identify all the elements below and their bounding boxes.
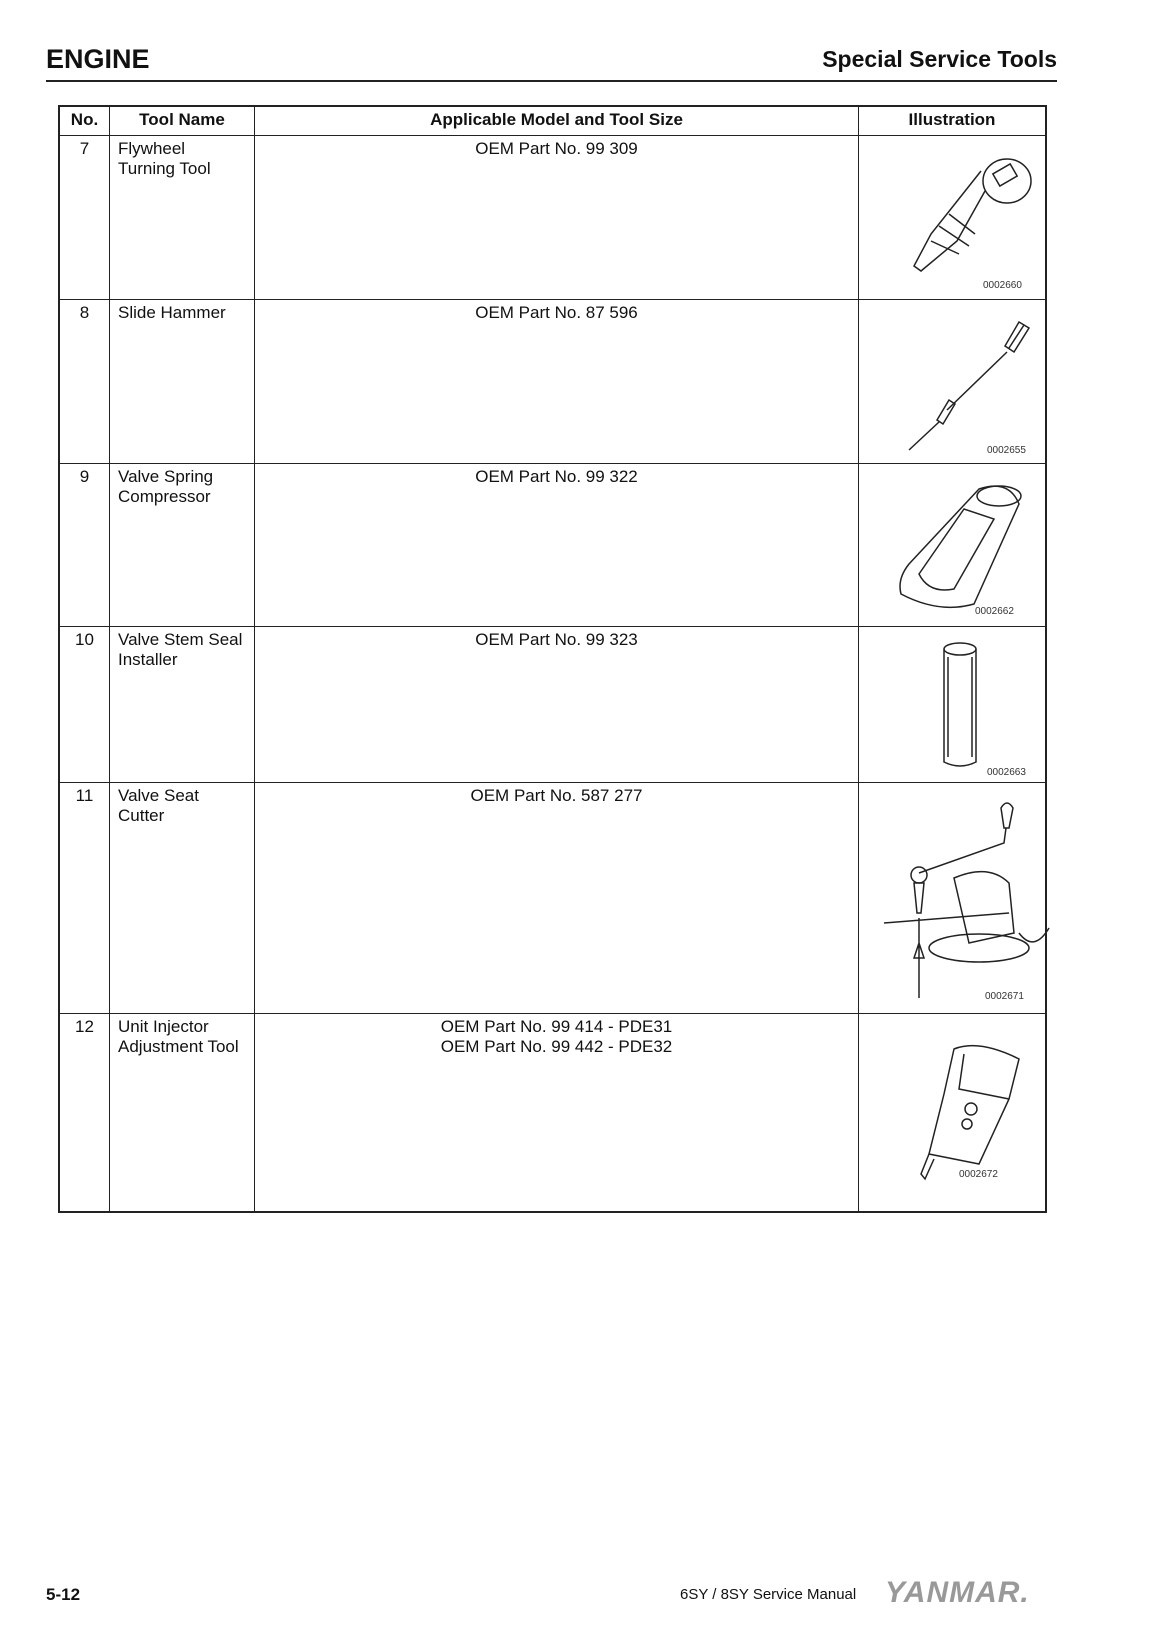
section-title: ENGINE: [46, 44, 150, 74]
col-model-size: Applicable Model and Tool Size: [255, 106, 859, 136]
part-no: OEM Part No. 587 277: [470, 786, 643, 805]
figure-code: 0002655: [987, 445, 1026, 456]
header-divider: [46, 80, 1057, 82]
illustration: [859, 783, 1047, 1014]
row-no: 11: [59, 783, 110, 1014]
tool-size: [255, 464, 859, 627]
part-no: OEM Part No. 99 309: [475, 139, 638, 158]
part-no: OEM Part No. 99 322: [475, 467, 638, 486]
table-row: [59, 300, 1046, 464]
part-no: OEM Part No. 99 323: [475, 630, 638, 649]
illustration: [859, 627, 1047, 783]
tool-size: [255, 1014, 859, 1212]
special-tools-table: [58, 105, 1047, 1213]
table-row: [59, 136, 1046, 300]
row-no: 12: [59, 1014, 110, 1212]
table-row: [59, 783, 1046, 1014]
part-no: OEM Part No. 99 414 - PDE31: [440, 1017, 673, 1036]
col-illustration: Illustration: [859, 106, 1047, 136]
row-no: 10: [59, 627, 110, 783]
tool-name: Valve Spring Compressor: [110, 464, 255, 627]
yanmar-logo: YANMAR.: [885, 1576, 1030, 1609]
valve-spring-compressor-illustration: [859, 464, 1064, 627]
tool-name: Unit Injector Adjustment Tool: [110, 1014, 255, 1212]
tool-name: Valve Seat Cutter: [110, 783, 255, 1014]
tool-size: [255, 627, 859, 783]
tool-name: Valve Stem Seal Installer: [110, 627, 255, 783]
tool-name: Flywheel Turning Tool: [110, 136, 255, 300]
illustration: [859, 1014, 1047, 1212]
unit-injector-adjustment-tool-illustration: [859, 1014, 1064, 1212]
figure-code: 0002662: [975, 606, 1014, 617]
page-number: 5-12: [46, 1585, 81, 1604]
valve-seat-cutter-illustration: [859, 783, 1064, 1014]
table-row: [59, 1014, 1046, 1212]
valve-stem-seal-installer-illustration: [859, 627, 1064, 783]
tool-size: [255, 300, 859, 464]
figure-code: 0002672: [959, 1169, 998, 1180]
table-header: [59, 106, 1046, 136]
part-no: OEM Part No. 99 442 - PDE32: [440, 1037, 673, 1056]
col-no: No.: [59, 106, 110, 136]
tool-size: [255, 136, 859, 300]
figure-code: 0002671: [985, 991, 1024, 1002]
table-row: [59, 627, 1046, 783]
tool-size: [255, 783, 859, 1014]
illustration: [859, 464, 1047, 627]
col-tool-name: Tool Name: [110, 106, 255, 136]
part-no: OEM Part No. 87 596: [475, 303, 638, 322]
row-no: 7: [59, 136, 110, 300]
table-row: [59, 464, 1046, 627]
illustration: [859, 136, 1047, 300]
tool-name: Slide Hammer: [110, 300, 255, 464]
figure-code: 0002660: [983, 280, 1022, 291]
row-no: 8: [59, 300, 110, 464]
page-title: Special Service Tools: [822, 46, 1057, 72]
illustration: [859, 300, 1047, 464]
slide-hammer-illustration: [859, 300, 1064, 464]
row-no: 9: [59, 464, 110, 627]
figure-code: 0002663: [987, 767, 1026, 778]
flywheel-turning-tool-illustration: [859, 136, 1064, 300]
manual-title: 6SY / 8SY Service Manual: [680, 1586, 857, 1603]
